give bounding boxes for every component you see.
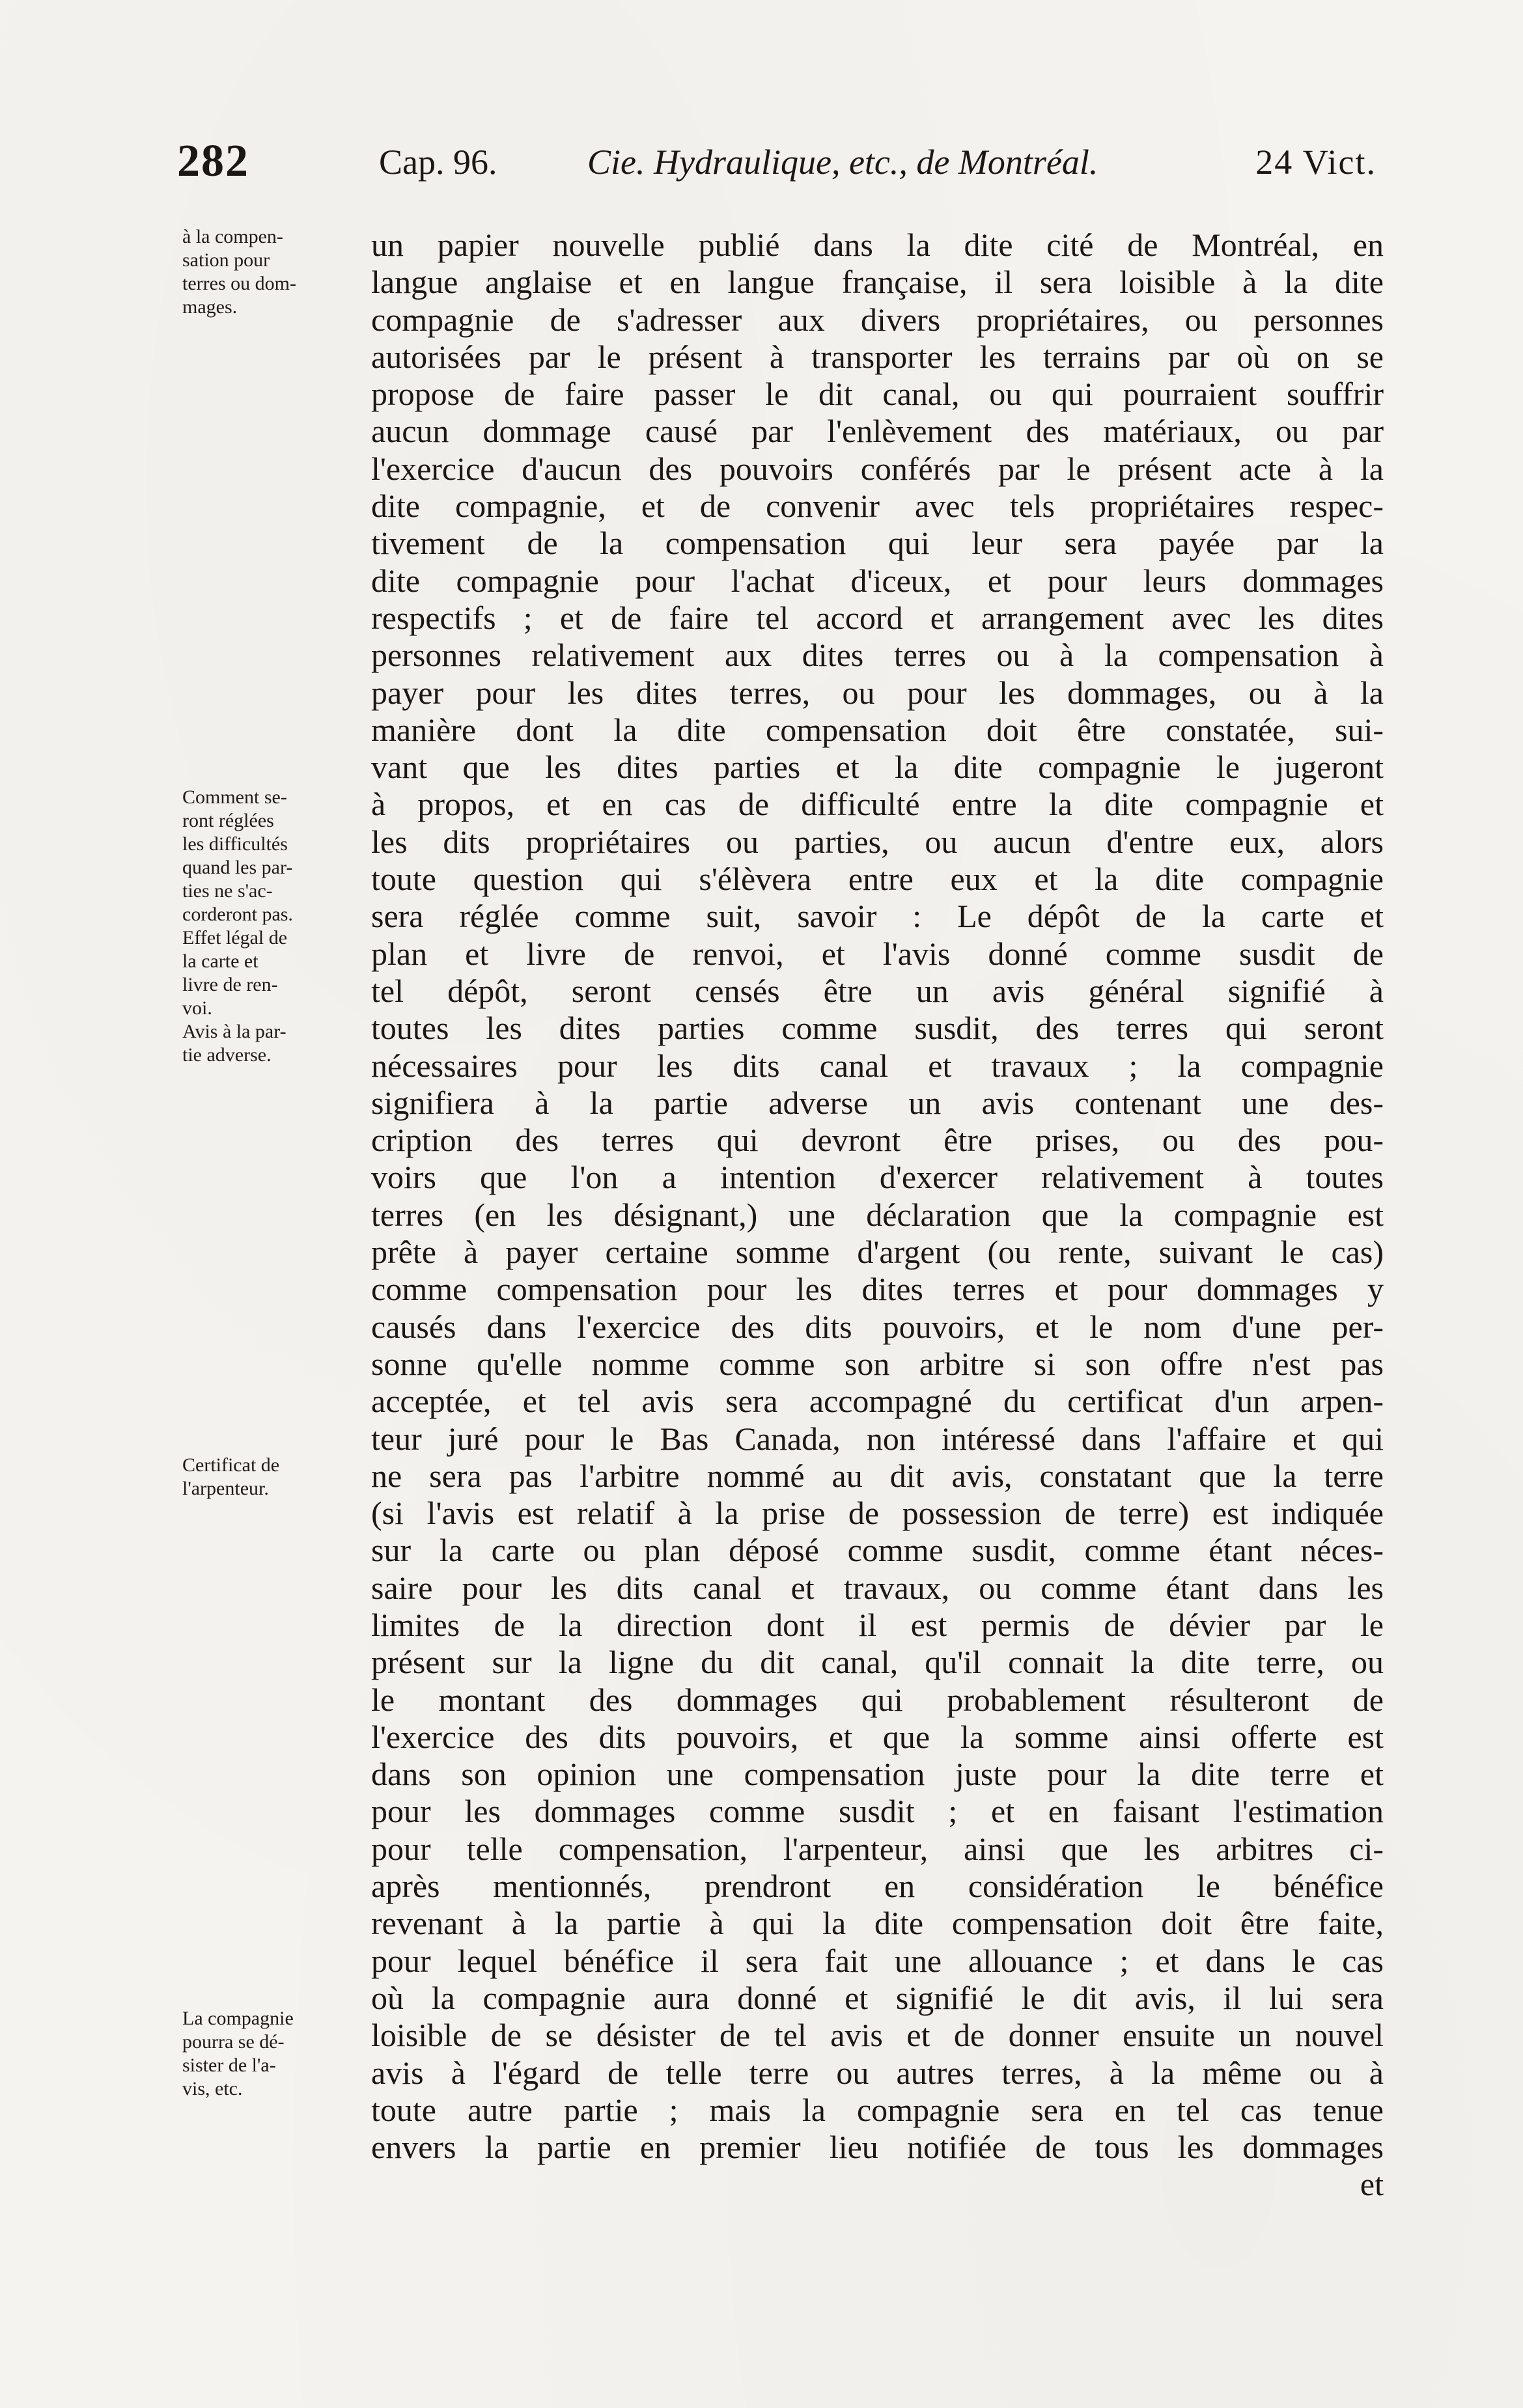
page-number: 282 — [177, 136, 249, 186]
body-text-line: respectifs ; et de faire tel accord et arrangement avec les dites — [371, 599, 1384, 636]
margin-note-surveyor — [182, 1454, 358, 1501]
regnal-year: 24 Vict. — [1255, 143, 1376, 182]
margin-note-line: les difficultés — [182, 833, 288, 855]
body-text-line: compagnie de s'adresser aux divers propriétaires, ou personnes — [371, 301, 1384, 338]
body-text-line: toute question qui s'élèvera entre eux et la dite compagnie — [371, 861, 1384, 898]
body-text-line: tivement de la compensation qui leur sera payée par la — [371, 525, 1384, 562]
margin-note-line: sation pour — [182, 249, 270, 271]
margin-note-compensation — [182, 225, 358, 319]
body-text-line: le montant des dommages qui probablement résulteront de — [371, 1681, 1384, 1718]
margin-note-line: pourra se dé- — [182, 2031, 285, 2053]
body-text-line: plan et livre de renvoi, et l'avis donné comme susdit de — [371, 935, 1384, 972]
body-text-line: toutes les dites parties comme susdit, des terres qui seront — [371, 1010, 1384, 1047]
main-text-block — [371, 227, 1384, 2204]
margin-note-difficulties — [182, 786, 358, 926]
body-text-line: pour les dommages comme susdit ; et en faisant l'estimation — [371, 1793, 1384, 1830]
margin-note-line: voi. — [182, 997, 212, 1019]
body-text-line: les dits propriétaires ou parties, ou aucun d'entre eux, alors — [371, 823, 1384, 860]
margin-note-line: corderont pas. — [182, 904, 293, 925]
body-text-line: avis à l'égard de telle terre ou autres terres, à la même ou à — [371, 2054, 1384, 2091]
margin-note-line: Certificat de — [182, 1454, 280, 1476]
body-text-line: acceptée, et tel avis sera accompagné du certificat d'un arpen- — [371, 1383, 1384, 1420]
running-header — [177, 135, 1376, 194]
body-text-line: dans son opinion une compensation juste pour la dite terre et — [371, 1756, 1384, 1793]
margin-note-line: Avis à la par- — [182, 1021, 286, 1042]
body-text-line: dite compagnie, et de convenir avec tels propriétaires respec- — [371, 488, 1384, 525]
body-text-line: un papier nouvelle publié dans la dite cité de Montréal, en — [371, 227, 1384, 263]
body-text-line: autorisées par le présent à transporter les terrains par où on se — [371, 338, 1384, 375]
body-text-line: comme compensation pour les dites terres et pour dommages y — [371, 1271, 1384, 1308]
body-text-line: sera réglée comme suit, savoir : Le dépôt de la carte et — [371, 898, 1384, 935]
running-title: Cie. Hydraulique, etc., de Montréal. — [587, 143, 1098, 182]
body-text-line: loisible de se désister de tel avis et de donner ensuite un nouvel — [371, 2017, 1384, 2054]
margin-note-line: La compagnie — [182, 2008, 294, 2029]
margin-note-line: à la compen- — [182, 226, 283, 247]
body-text-line: nécessaires pour les dits canal et travaux ; la compagnie — [371, 1047, 1384, 1084]
body-text-line: personnes relativement aux dites terres ou à la compensation à — [371, 637, 1384, 674]
margin-note-line: ront réglées — [182, 810, 274, 831]
margin-note-adverse-party — [182, 1020, 358, 1067]
body-text-line: voirs que l'on a intention d'exercer relativement à toutes — [371, 1159, 1384, 1196]
body-text-line: manière dont la dite compensation doit être constatée, sui- — [371, 711, 1384, 748]
margin-note-line: ties ne s'ac- — [182, 880, 273, 902]
margin-note-line: vis, etc. — [182, 2078, 243, 2099]
body-text-line: à propos, et en cas de difficulté entre la dite compagnie et — [371, 786, 1384, 823]
body-text-line: cription des terres qui devront être prises, ou des pou- — [371, 1122, 1384, 1159]
body-text-line: causés dans l'exercice des dits pouvoirs, et le nom d'une per- — [371, 1308, 1384, 1345]
margin-note-legal-effect — [182, 926, 358, 1020]
body-text-line: présent sur la ligne du dit canal, qu'il connait la dite terre, ou — [371, 1644, 1384, 1681]
body-text-line: dite compagnie pour l'achat d'iceux, et pour leurs dommages — [371, 562, 1384, 599]
margin-note-withdraw — [182, 2007, 358, 2101]
body-text-line: sonne qu'elle nomme comme son arbitre si son offre n'est pas — [371, 1345, 1384, 1382]
margin-note-line: l'arpenteur. — [182, 1478, 269, 1499]
body-text-line: toute autre partie ; mais la compagnie sera en tel cas tenue — [371, 2091, 1384, 2128]
body-text-line: ne sera pas l'arbitre nommé au dit avis, constatant que la terre — [371, 1457, 1384, 1494]
margin-note-line: terres ou dom- — [182, 273, 296, 294]
margin-note-line: quand les par- — [182, 857, 293, 878]
body-text-line: propose de faire passer le dit canal, ou qui pourraient souffrir — [371, 376, 1384, 413]
body-text-line: revenant à la partie à qui la dite compensation doit être faite, — [371, 1905, 1384, 1942]
body-text-line: pour telle compensation, l'arpenteur, ainsi que les arbitres ci- — [371, 1830, 1384, 1867]
body-text-line: langue anglaise et en langue française, il sera loisible à la dite — [371, 264, 1384, 301]
margin-note-line: livre de ren- — [182, 974, 278, 995]
body-text-line: signifiera à la partie adverse un avis contenant une des- — [371, 1084, 1384, 1121]
body-text-line: terres (en les désignant,) une déclaration que la compagnie est — [371, 1196, 1384, 1233]
body-text-line: l'exercice des dits pouvoirs, et que la somme ainsi offerte est — [371, 1718, 1384, 1755]
margin-note-line: Comment se- — [182, 786, 287, 808]
body-text-line: aucun dommage causé par l'enlèvement des matériaux, ou par — [371, 413, 1384, 450]
body-text-line: teur juré pour le Bas Canada, non intéressé dans l'affaire et qui — [371, 1420, 1384, 1457]
body-text-line: sur la carte ou plan déposé comme susdit, comme étant néces- — [371, 1532, 1384, 1569]
body-text-line: limites de la direction dont il est permis de dévier par le — [371, 1606, 1384, 1643]
body-text-line: payer pour les dites terres, ou pour les dommages, ou à la — [371, 674, 1384, 711]
body-text-line: prête à payer certaine somme d'argent (ou rente, suivant le cas) — [371, 1234, 1384, 1271]
body-text-line: envers la partie en premier lieu notifiée de tous les dommages — [371, 2129, 1384, 2166]
body-text-line: saire pour les dits canal et travaux, ou comme étant dans les — [371, 1569, 1384, 1606]
body-text-line: tel dépôt, seront censés être un avis général signifié à — [371, 972, 1384, 1009]
margin-note-line: Effet légal de — [182, 927, 288, 948]
body-text-line: vant que les dites parties et la dite compagnie le jugeront — [371, 749, 1384, 786]
body-text-line: l'exercice d'aucun des pouvoirs conférés par le présent acte à la — [371, 450, 1384, 487]
margin-note-line: mages. — [182, 296, 238, 318]
chapter-label: Cap. 96. — [379, 143, 497, 182]
margin-note-line: sister de l'a- — [182, 2055, 276, 2076]
margin-note-line: la carte et — [182, 950, 258, 972]
body-text-line: (si l'avis est relatif à la prise de possession de terre) est indiquée — [371, 1495, 1384, 1532]
body-text-line: pour lequel bénéfice il sera fait une allouance ; et dans le cas — [371, 1942, 1384, 1979]
body-text-line: où la compagnie aura donné et signifié le dit avis, il lui sera — [371, 1979, 1384, 2016]
body-text-line: après mentionnés, prendront en considération le bénéfice — [371, 1868, 1384, 1905]
catchword: et — [1360, 2166, 1384, 2203]
margin-note-line: tie adverse. — [182, 1044, 272, 1066]
